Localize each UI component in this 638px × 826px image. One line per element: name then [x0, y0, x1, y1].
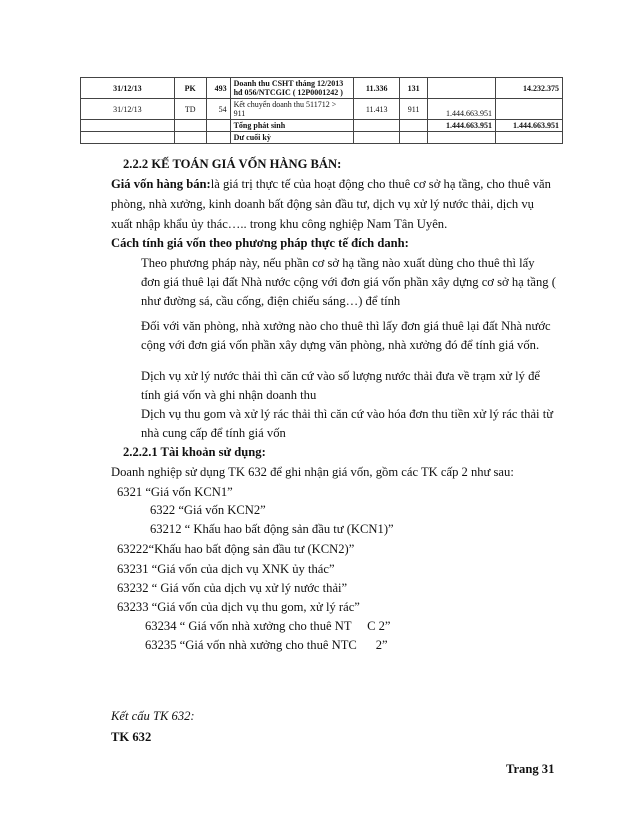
- row-account: 11.336: [354, 78, 400, 99]
- method-line: như đường sá, cầu cống, điện chiếu sáng…) để tính: [141, 294, 401, 308]
- ledger-table: [80, 77, 563, 144]
- ending-balance-label: Dư cuối kỳ: [230, 132, 354, 144]
- definition-line: là giá trị thực tế của hoạt động cho thuê cơ sở hạ tầng, cho thuê văn: [210, 177, 551, 191]
- row-debit: 1.444.663.951: [428, 99, 496, 120]
- row-contra-account: 131: [400, 78, 428, 99]
- method-title: Cách tính giá vốn theo phương pháp thực tế đích danh:: [111, 236, 409, 250]
- account-item: 63222“Khấu hao bất động sản đầu tư (KCN2)”: [117, 542, 355, 556]
- method-line: Đối với văn phòng, nhà xưởng nào cho thuê thì lấy đơn giá thuê lại đất Nhà nước: [141, 319, 551, 333]
- definition-paragraph: [111, 174, 561, 234]
- account-item: 63231 “Giá vốn của dịch vụ XNK ủy thác”: [117, 562, 335, 576]
- method-line: nhà cung cấp để tính giá vốn: [141, 426, 286, 440]
- table-row: [81, 99, 563, 120]
- definition-line: phòng, nhà xưởng, kinh doanh bất động sản đầu tư, dịch vụ xử lý nước thải, dịch vụ: [111, 197, 534, 211]
- row-description: Doanh thu CSHT tháng 12/2013 hđ 056/NTCGIC ( 12P0001242 ): [230, 78, 354, 99]
- method-line: Dịch vụ xử lý nước thải thì căn cứ vào số lượng nước thải đưa về trạm xử lý để: [141, 369, 540, 383]
- row-date: 31/12/13: [81, 78, 175, 99]
- method-line: Theo phương pháp này, nếu phần cơ sở hạ tầng nào xuất dùng cho thuê thì lấy: [141, 256, 535, 270]
- accounts-intro: Doanh nghiệp sử dụng TK 632 để ghi nhận giá vốn, gồm các TK cấp 2 như sau:: [111, 465, 514, 479]
- table-row: [81, 78, 563, 99]
- total-row: [81, 120, 563, 132]
- ending-balance-row: [81, 132, 563, 144]
- account-item: 63232 “ Giá vốn của dịch vụ xử lý nước thải”: [117, 581, 348, 595]
- account-item: 63212 “ Khấu hao bất động sản đầu tư (KCN1)”: [150, 522, 394, 536]
- subsection-title: 2.2.2.1 Tài khoản sử dụng:: [123, 445, 266, 459]
- tk-label: TK 632: [111, 730, 152, 744]
- structure-label: Kết cấu TK 632:: [111, 709, 195, 723]
- row-debit: [428, 78, 496, 99]
- account-item: 63235 “Giá vốn nhà xưởng cho thuê NTC 2”: [145, 638, 388, 652]
- row-description: Kết chuyển doanh thu 511712 > 911: [230, 99, 354, 120]
- row-account: 11.413: [354, 99, 400, 120]
- method-line: Dịch vụ thu gom và xử lý rác thải thì căn cứ vào hóa đơn thu tiền xử lý rác thải từ: [141, 407, 554, 421]
- definition-line: xuất nhập khẩu ủy thác….. trong khu công nghiệp Nam Tân Uyên.: [111, 217, 448, 231]
- row-credit: [496, 99, 563, 120]
- total-credit: 1.444.663.951: [496, 120, 563, 132]
- account-item: 6321 “Giá vốn KCN1”: [117, 485, 233, 499]
- total-label: Tổng phát sinh: [230, 120, 354, 132]
- method-line: cộng với đơn giá vốn phần xây dựng văn phòng, nhà xưởng đó để tính giá vốn.: [141, 338, 540, 352]
- section-title: 2.2.2 KẾ TOÁN GIÁ VỐN HÀNG BÁN:: [123, 157, 342, 171]
- total-debit: 1.444.663.951: [428, 120, 496, 132]
- method-line: đơn giá thuê lại đất Nhà nước cộng với đơn giá vốn phần xây dựng cơ sở hạ tầng (: [141, 275, 556, 289]
- account-item: 63233 “Giá vốn của dịch vụ thu gom, xử lý rác”: [117, 600, 360, 614]
- account-item: 6322 “Giá vốn KCN2”: [150, 503, 266, 517]
- page-number: Trang 31: [506, 762, 555, 776]
- account-item: 63234 “ Giá vốn nhà xưởng cho thuê NT C 2”: [145, 619, 391, 633]
- row-credit: 14.232.375: [496, 78, 563, 99]
- definition-term: Giá vốn hàng bán:: [111, 177, 211, 191]
- row-code: PK: [174, 78, 206, 99]
- method-line: tính giá vốn và ghi nhận doanh thu: [141, 388, 317, 402]
- row-contra-account: 911: [400, 99, 428, 120]
- row-number: 54: [206, 99, 230, 120]
- row-code: TD: [174, 99, 206, 120]
- row-number: 493: [206, 78, 230, 99]
- row-date: 31/12/13: [81, 99, 175, 120]
